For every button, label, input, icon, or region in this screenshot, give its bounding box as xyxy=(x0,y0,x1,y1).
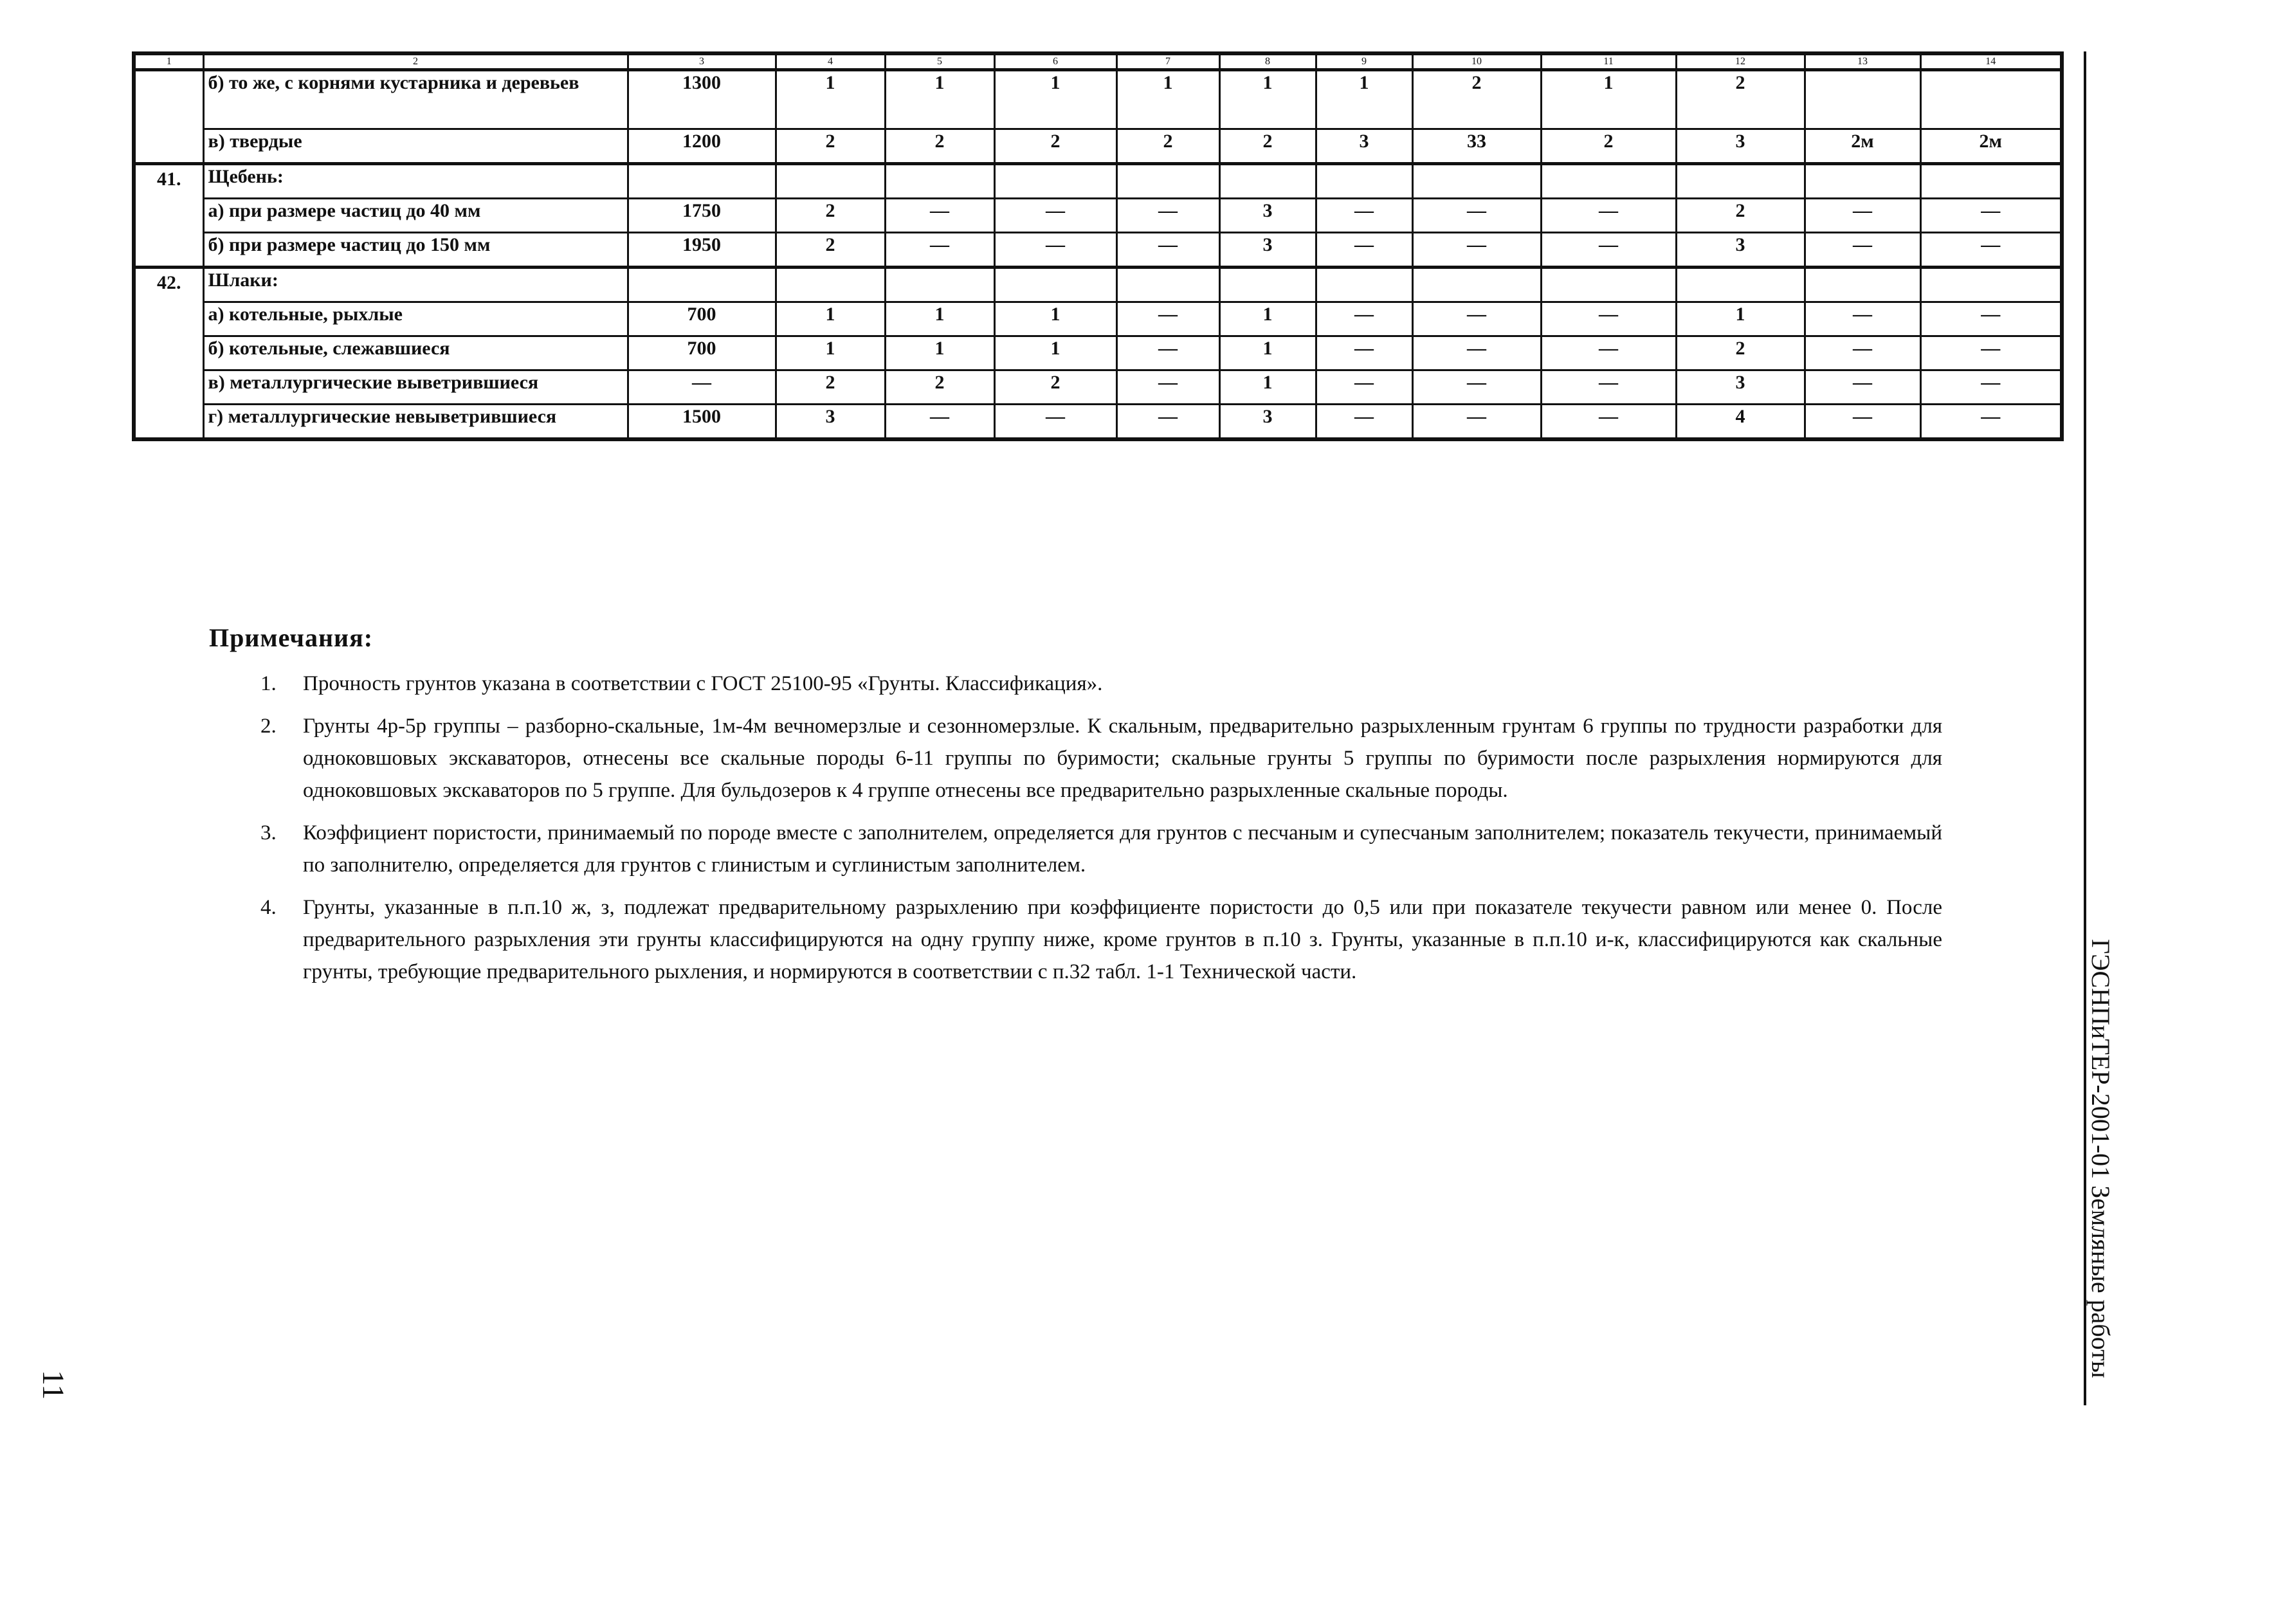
table-cell: 2 xyxy=(776,233,885,268)
table-cell xyxy=(1412,268,1541,302)
table-cell: 2 xyxy=(1676,199,1805,233)
table-cell: — xyxy=(1541,302,1676,336)
column-number: 11 xyxy=(1541,53,1676,70)
table-cell xyxy=(776,164,885,199)
table-cell: 3 xyxy=(1219,233,1316,268)
table-cell: — xyxy=(1316,233,1412,268)
table-cell xyxy=(994,164,1116,199)
table-cell xyxy=(1805,164,1920,199)
table-cell: — xyxy=(1412,199,1541,233)
soil-name-cell: б) котельные, слежавшиеся xyxy=(203,336,628,370)
table-cell xyxy=(1920,164,2062,199)
soil-name-cell: г) металлургические невыветрившиеся xyxy=(203,405,628,440)
table-cell: 3 xyxy=(1676,129,1805,164)
item-number xyxy=(134,70,203,164)
table-cell: 1 xyxy=(1541,70,1676,129)
note-item xyxy=(260,817,1942,881)
table-cell: 2 xyxy=(885,129,994,164)
table-cell: 1 xyxy=(885,336,994,370)
table-cell: 3 xyxy=(1219,405,1316,440)
table-cell: 2 xyxy=(1676,70,1805,129)
table-row xyxy=(134,268,2062,302)
table-cell: 3 xyxy=(1676,233,1805,268)
table-row xyxy=(134,370,2062,405)
table-cell xyxy=(1676,268,1805,302)
table-cell: — xyxy=(1920,370,2062,405)
table-cell: — xyxy=(885,233,994,268)
table-cell: 1 xyxy=(1676,302,1805,336)
note-text: Прочность грунтов указана в соответствии с ГОСТ 25100-95 «Грунты. Классификация». xyxy=(303,672,1103,695)
soil-name-cell: в) твердые xyxy=(203,129,628,164)
table-cell: 2 xyxy=(885,370,994,405)
soil-name-cell: а) котельные, рыхлые xyxy=(203,302,628,336)
table-cell: — xyxy=(1541,233,1676,268)
table-cell: 3 xyxy=(1676,370,1805,405)
table-cell xyxy=(1920,268,2062,302)
column-number: 14 xyxy=(1920,53,2062,70)
table-cell: 1 xyxy=(776,70,885,129)
note-item xyxy=(260,668,1942,700)
table-cell: 1 xyxy=(885,70,994,129)
table-cell: 700 xyxy=(628,302,776,336)
table-cell: 1 xyxy=(1219,302,1316,336)
soil-name-cell: в) металлургические выветрившиеся xyxy=(203,370,628,405)
table-row xyxy=(134,129,2062,164)
soil-name-cell: б) то же, с корнями кустарника и деревьев xyxy=(203,70,628,129)
table-cell: 2 xyxy=(1412,70,1541,129)
table-cell: 2 xyxy=(1219,129,1316,164)
table-cell: — xyxy=(1412,233,1541,268)
table-cell xyxy=(1541,268,1676,302)
table-cell: — xyxy=(885,405,994,440)
soil-name-cell: Шлаки: xyxy=(203,268,628,302)
table-cell: 1500 xyxy=(628,405,776,440)
table-cell xyxy=(1920,70,2062,129)
table-cell: 1 xyxy=(1219,336,1316,370)
table-cell xyxy=(885,268,994,302)
column-number: 13 xyxy=(1805,53,1920,70)
table-cell: — xyxy=(1541,370,1676,405)
table-cell xyxy=(1805,70,1920,129)
table-body xyxy=(134,70,2062,440)
note-item xyxy=(260,891,1942,988)
column-number: 5 xyxy=(885,53,994,70)
table-cell: — xyxy=(1116,233,1219,268)
table-cell xyxy=(1116,268,1219,302)
note-number: 2. xyxy=(260,715,277,738)
table-row xyxy=(134,164,2062,199)
table-cell: — xyxy=(885,199,994,233)
table-row xyxy=(134,70,2062,129)
table-cell: 2 xyxy=(994,129,1116,164)
column-number: 3 xyxy=(628,53,776,70)
table-cell: — xyxy=(1412,405,1541,440)
column-number: 6 xyxy=(994,53,1116,70)
table-cell: 1 xyxy=(994,70,1116,129)
table-cell: — xyxy=(1316,336,1412,370)
table-cell xyxy=(1219,164,1316,199)
page-number: 11 xyxy=(36,1370,70,1400)
soil-name-cell: Щебень: xyxy=(203,164,628,199)
notes-title: Примечания: xyxy=(209,623,374,652)
table-cell xyxy=(1805,268,1920,302)
table-cell: — xyxy=(1412,302,1541,336)
table-cell: 2 xyxy=(776,370,885,405)
table-row xyxy=(134,199,2062,233)
table-cell: 1 xyxy=(776,336,885,370)
table-cell: — xyxy=(994,233,1116,268)
table-cell: — xyxy=(994,405,1116,440)
table-cell: — xyxy=(1316,370,1412,405)
table-cell: — xyxy=(1316,199,1412,233)
table-cell xyxy=(628,164,776,199)
table-cell: — xyxy=(1116,199,1219,233)
table-cell: 1 xyxy=(1316,70,1412,129)
table-cell: — xyxy=(1412,336,1541,370)
table-row xyxy=(134,405,2062,440)
note-text: Коэффициент пористости, принимаемый по породе вместе с заполнителем, определяется для грунтов с песчаным и супесчаным заполнителем; показатель текучести, принимаемый по заполнителю, определяется для грунтов с глинистым и суглинистым заполнителем. xyxy=(303,821,1942,877)
table-cell: — xyxy=(1116,302,1219,336)
table-cell xyxy=(1116,164,1219,199)
table-cell: — xyxy=(1805,336,1920,370)
table-cell: 2 xyxy=(776,129,885,164)
table-cell: 1 xyxy=(776,302,885,336)
column-number-row xyxy=(134,53,2062,70)
table-cell: 2 xyxy=(776,199,885,233)
table-cell: 33 xyxy=(1412,129,1541,164)
table-cell xyxy=(1316,164,1412,199)
note-item xyxy=(260,710,1942,807)
table-row xyxy=(134,302,2062,336)
table-row xyxy=(134,336,2062,370)
table-cell: 3 xyxy=(1219,199,1316,233)
notes-list xyxy=(260,668,1942,998)
column-number: 8 xyxy=(1219,53,1316,70)
table-cell: — xyxy=(994,199,1116,233)
table-cell: 3 xyxy=(1316,129,1412,164)
table-cell xyxy=(1676,164,1805,199)
table-column-numbers xyxy=(134,53,2062,70)
column-number: 12 xyxy=(1676,53,1805,70)
table-cell: 2 xyxy=(994,370,1116,405)
note-text: Грунты, указанные в п.п.10 ж, з, подлежат предварительному разрыхлению при коэффициенте пористости до 0,5 или при показателе текучести равном или менее 0. После предварительного разрыхления эти грунты классифицируются на одну группу ниже, кроме грунтов в п.10 з. Грунты, указанные в п.п.10 и-к, классифицируются как скальные грунты, требующие предварительного рыхления, и нормируются в соответствии с п.32 табл. 1-1 Технической части. xyxy=(303,896,1942,983)
table-cell: 2 xyxy=(1541,129,1676,164)
table-cell: — xyxy=(1805,405,1920,440)
table-cell: — xyxy=(1920,405,2062,440)
column-number: 2 xyxy=(203,53,628,70)
note-number: 4. xyxy=(260,896,277,919)
column-number: 7 xyxy=(1116,53,1219,70)
table-cell: 1950 xyxy=(628,233,776,268)
table-cell xyxy=(1219,268,1316,302)
table-cell: 1750 xyxy=(628,199,776,233)
column-number: 1 xyxy=(134,53,203,70)
table-cell: — xyxy=(1116,336,1219,370)
column-number: 9 xyxy=(1316,53,1412,70)
table-cell xyxy=(1316,268,1412,302)
table-cell: — xyxy=(1920,233,2062,268)
note-number: 1. xyxy=(260,672,277,695)
table-cell: 700 xyxy=(628,336,776,370)
table-cell: 1 xyxy=(1219,70,1316,129)
table-cell: — xyxy=(1920,199,2062,233)
table-cell xyxy=(776,268,885,302)
table-cell: — xyxy=(1541,336,1676,370)
table-cell: 3 xyxy=(776,405,885,440)
table-cell xyxy=(994,268,1116,302)
table-cell: — xyxy=(1805,370,1920,405)
table-cell: 1 xyxy=(994,336,1116,370)
table-cell xyxy=(1412,164,1541,199)
table-cell: 2 xyxy=(1116,129,1219,164)
table-cell: 1 xyxy=(1219,370,1316,405)
soil-classification-table xyxy=(132,51,2064,441)
table-cell: — xyxy=(1805,199,1920,233)
column-number: 10 xyxy=(1412,53,1541,70)
table-cell: — xyxy=(1805,302,1920,336)
table-cell: — xyxy=(1412,370,1541,405)
note-number: 3. xyxy=(260,821,277,844)
table-cell: 4 xyxy=(1676,405,1805,440)
table-cell: — xyxy=(1316,302,1412,336)
table-cell: 2м xyxy=(1920,129,2062,164)
table-cell xyxy=(885,164,994,199)
table-cell: 2м xyxy=(1805,129,1920,164)
table-cell: 2 xyxy=(1676,336,1805,370)
note-text: Грунты 4р-5р группы – разборно-скальные, 1м-4м вечномерзлые и сезонномерзлые. К скальным, предварительно разрыхленным грунтам 6 группы по трудности разработки для одноковшовых экскаваторов, отнесены все скальные породы 6-11 группы по буримости; скальные грунты 5 группы по буримости после разрыхления нормируются для одноковшовых экскаваторов по 5 группе. Для бульдозеров к 4 группе отнесены все предварительно разрыхленные скальные породы. xyxy=(303,715,1942,802)
running-header: ГЭСНПиТЕР-2001-01 Земляные работы xyxy=(2086,939,2115,1378)
item-number: 41. xyxy=(134,164,203,268)
table-cell: 1200 xyxy=(628,129,776,164)
soil-name-cell: а) при размере частиц до 40 мм xyxy=(203,199,628,233)
table-cell: 1300 xyxy=(628,70,776,129)
table-cell: — xyxy=(1541,405,1676,440)
item-number: 42. xyxy=(134,268,203,440)
table-cell: — xyxy=(1116,370,1219,405)
table-cell: — xyxy=(1316,405,1412,440)
column-number: 4 xyxy=(776,53,885,70)
table-cell: — xyxy=(1541,199,1676,233)
soil-name-cell: б) при размере частиц до 150 мм xyxy=(203,233,628,268)
table-cell: — xyxy=(1805,233,1920,268)
table-cell: 1 xyxy=(885,302,994,336)
table-cell: 1 xyxy=(1116,70,1219,129)
table-cell xyxy=(1541,164,1676,199)
table-cell: — xyxy=(1920,336,2062,370)
table-cell: 1 xyxy=(994,302,1116,336)
table-cell: — xyxy=(1116,405,1219,440)
table-cell: — xyxy=(628,370,776,405)
table-cell xyxy=(628,268,776,302)
table-cell: — xyxy=(1920,302,2062,336)
table-row xyxy=(134,233,2062,268)
